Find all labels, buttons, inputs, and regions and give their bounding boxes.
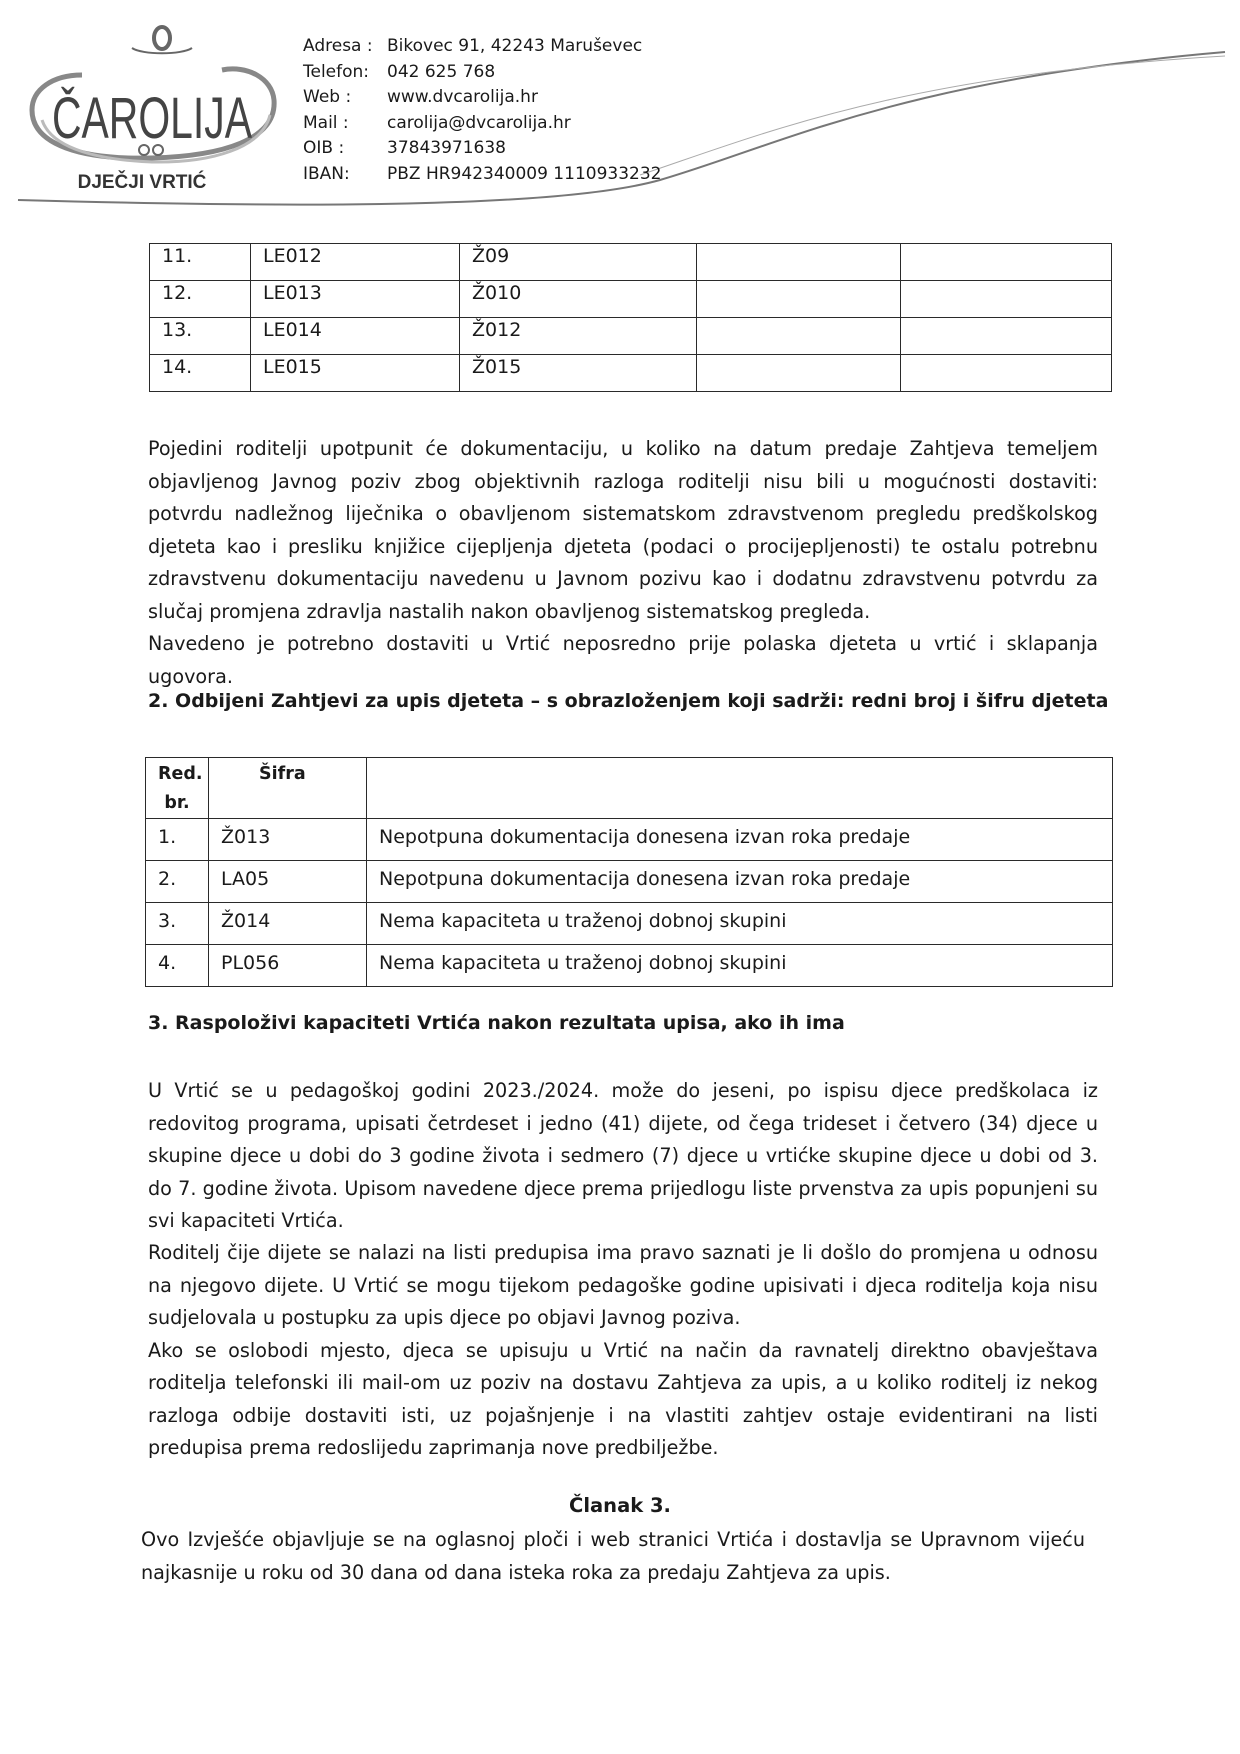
documentation-paragraph: Pojedini roditelji upotpunit će dokumentaciju, u koliko na datum predaje Zahtjeva temeljem objavljenog Javnog poziv zbog objektivnih razloga roditelji nisu bili u mogućnosti dostaviti: potvrdu nadležnog liječnika o obavljenom sistematskom zdravstvenom pregledu predškolskog djeteta kao i presliku knjižice cijepljenja djeteta (podaci o procijepljenosti) te ostalu potrebnu zdravstvenu dokumentaciju navedenu u Javnom pozivu kao i dodatnu zdravstvenu potvrdu za slučaj promjena zdravlja nastalih nakon obavljenog sistematskog pregleda. Navedeno je potrebno dostaviti u Vrtić neposredno prije polaska djeteta u vrtić i sklapanja ugovora. [148, 437, 1098, 688]
table-row: 3. Ž014 Nema kapaciteta u traženoj dobnoj skupini [146, 903, 1113, 945]
table-row: 12. LE013 Ž010 [150, 281, 1112, 318]
logo-subtitle: DJEČJI VRTIĆ [77, 172, 207, 193]
contact-row-phone: Telefon: 042 625 768 [303, 61, 496, 82]
table-row: 13. LE014 Ž012 [150, 318, 1112, 355]
contact-info [303, 34, 661, 187]
rejected-requests-table [145, 757, 1113, 987]
section-heading-capacity: 3. Raspoloživi kapaciteti Vrtića nakon rezultata upisa, ako ih ima [148, 1012, 845, 1034]
contact-row-web: Web : www.dvcarolija.hr [303, 87, 538, 107]
table-row: 11. LE012 Ž09 [150, 244, 1112, 281]
accepted-children-table [149, 243, 1112, 392]
table-header-row: Red. br. Šifra [146, 758, 1113, 819]
table-row: 4. PL056 Nema kapaciteta u traženoj dobnoj skupini [146, 945, 1113, 987]
table-row: 1. Ž013 Nepotpuna dokumentacija donesena izvan roka predaje [146, 819, 1113, 861]
capacity-paragraph: U Vrtić se u pedagoškoj godini 2023./2024. može do jeseni, po ispisu djece predškolaca iz redovitog programa, upisati četrdeset i jedno (41) dijete, od čega trideset i četvero (34) djece u skupine djece u dobi do 3 godine života i sedmero (7) djece u vrtićke skupine djece u dobi od 3. do 7. godine života. Upisom navedene djece prema prijedlogu liste prvenstva za upis popunjeni su svi kapaciteti Vrtića. [148, 1079, 1098, 1232]
contact-row-mail: Mail : carolija@dvcarolija.hr [303, 112, 571, 133]
article-3-title: Članak 3. [569, 1494, 671, 1517]
kindergarten-logo [22, 20, 287, 195]
pre-enrollment-paragraph: Roditelj čije dijete se nalazi na listi predupisa ima pravo saznati je li došlo do promjena u odnosu na njegovo dijete. U Vrtić se mogu tijekom pedagoške godine upisivati i djeca roditelja koja nisu sudjelovala u postupku za upis djece po objavi Javnog poziva. Ako se oslobodi mjesto, djeca se upisuju u Vrtić na način da ravnatelj direktno obavještava roditelja telefonski ili mail-om uz poziv na dostavu Zahtjeva za upis, a u koliko roditelj iz nekog razloga odbije dostaviti isti, uz pojašnjenje i na vlastiti zahtjev ostaje evidentirani na listi predupisa prema redoslijedu zaprimanja nove predbilježbe. [148, 1241, 1098, 1459]
contact-row-oib: OIB : 37843971638 [303, 138, 506, 158]
contact-row-address: Adresa : Bikovec 91, 42243 Maruševec [303, 36, 643, 56]
contact-row-iban: IBAN: PBZ HR942340009 1110933232 [303, 163, 662, 184]
table-row: 2. LA05 Nepotpuna dokumentacija donesena izvan roka predaje [146, 861, 1113, 903]
publication-paragraph: Ovo Izvješće objavljuje se na oglasnoj ploči i web stranici Vrtića i dostavlja se Upravnom vijeću najkasnije u roku od 30 dana od dana isteka roka za predaju Zahtjeva za upis. [141, 1528, 1085, 1584]
table-row: 14. LE015 Ž015 [150, 355, 1112, 392]
logo-text: ČAROLIJA [52, 86, 253, 151]
section-heading-rejected: 2. Odbijeni Zahtjevi za upis djeteta – s obrazloženjem koji sadrži: redni broj i šifru djeteta [148, 690, 1109, 712]
